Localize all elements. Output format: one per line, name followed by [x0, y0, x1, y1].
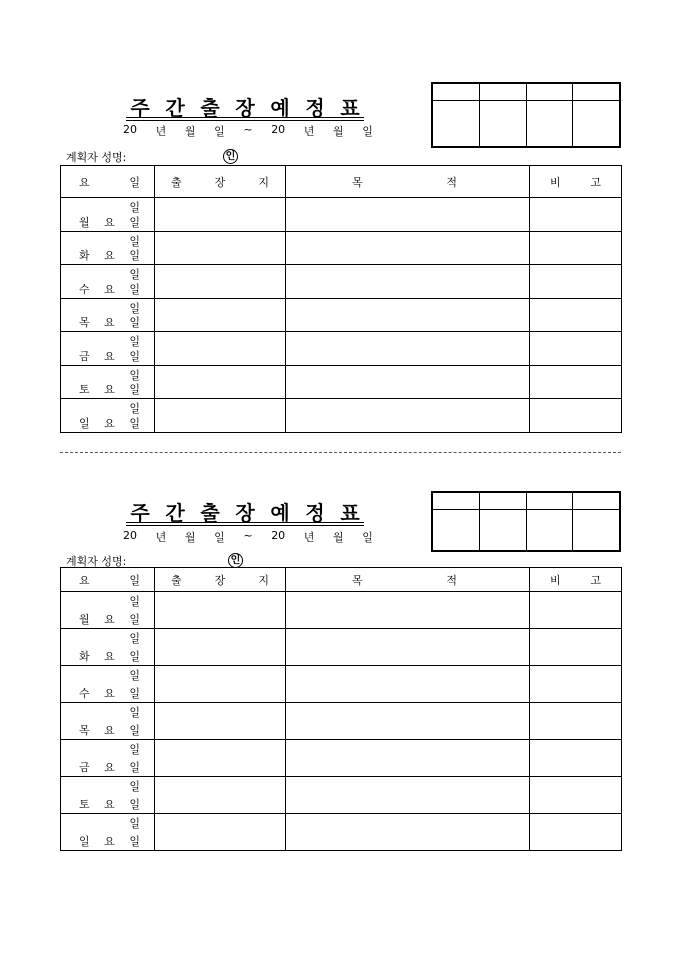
- day-char: 요: [104, 383, 115, 396]
- schedule-table: [60, 567, 622, 851]
- purpose-cell[interactable]: [286, 298, 530, 332]
- day-suffix: 일: [129, 595, 140, 608]
- day-cell: [61, 365, 155, 399]
- purpose-cell[interactable]: [286, 231, 530, 265]
- approval-cell[interactable]: [526, 510, 573, 551]
- day-suffix: 일: [129, 335, 140, 348]
- header-text: 적: [446, 573, 457, 587]
- day-char: 토: [79, 383, 90, 396]
- date-text: 월: [333, 531, 344, 544]
- day-char: 요: [104, 416, 115, 430]
- day-char: 요: [104, 215, 115, 229]
- approval-cell[interactable]: [433, 510, 480, 551]
- day-char: 요: [104, 316, 115, 329]
- purpose-cell[interactable]: [286, 198, 530, 232]
- date-text: 20: [123, 529, 137, 542]
- day-char: 일: [129, 416, 140, 430]
- day-suffix: 일: [129, 743, 140, 756]
- day-suffix: 일: [129, 201, 140, 214]
- day-char: 일: [129, 724, 140, 737]
- purpose-cell[interactable]: [286, 740, 530, 777]
- title-char: 예: [270, 96, 290, 120]
- day-cell: [61, 332, 155, 366]
- remarks-cell[interactable]: [530, 265, 622, 299]
- header-text: 지: [258, 175, 269, 189]
- header-text: 출: [171, 175, 182, 189]
- remarks-cell[interactable]: [530, 666, 622, 703]
- day-cell: [61, 629, 155, 666]
- title-underline: [126, 117, 364, 121]
- day-suffix: 일: [129, 402, 140, 415]
- date-text: 일: [362, 531, 373, 544]
- day-char: 요: [104, 650, 115, 663]
- day-cell: [61, 399, 155, 433]
- approval-cell[interactable]: [433, 84, 480, 101]
- day-cell: [61, 298, 155, 332]
- day-suffix: 일: [129, 780, 140, 793]
- day-suffix: 일: [129, 669, 140, 682]
- day-char: 일: [129, 798, 140, 811]
- header-text: 비: [550, 175, 561, 189]
- day-char: 요: [104, 798, 115, 811]
- date-text: ~: [243, 123, 253, 136]
- title-char: 장: [235, 96, 255, 120]
- title-char: 주: [130, 96, 150, 120]
- header-text: 일: [129, 573, 140, 587]
- day-cell: [61, 198, 155, 232]
- remarks-cell[interactable]: [530, 332, 622, 366]
- destination-cell[interactable]: [155, 777, 286, 814]
- title-char: 예: [270, 501, 290, 525]
- approval-cell[interactable]: [573, 510, 620, 551]
- date-text: 20: [271, 123, 286, 136]
- day-cell: [61, 814, 155, 851]
- header-text: 요: [79, 573, 90, 587]
- day-char: 요: [104, 761, 115, 774]
- day-char: 목: [79, 724, 90, 737]
- planner-label: 계획자 성명:: [66, 151, 127, 164]
- header-text: 고: [590, 573, 601, 587]
- day-char: 일: [129, 282, 140, 296]
- approval-cell[interactable]: [526, 84, 573, 101]
- date-text: 년: [303, 531, 315, 544]
- header-destination: [155, 166, 286, 198]
- purpose-cell[interactable]: [286, 814, 530, 851]
- destination-cell[interactable]: [155, 592, 286, 629]
- date-text: ~: [243, 529, 253, 542]
- purpose-cell[interactable]: [286, 666, 530, 703]
- header-text: 비: [550, 573, 561, 587]
- day-suffix: 일: [129, 268, 140, 281]
- day-char: 월: [79, 613, 90, 626]
- approval-cell[interactable]: [573, 101, 620, 147]
- day-char: 화: [79, 650, 90, 663]
- remarks-cell[interactable]: [530, 629, 622, 666]
- approval-cell[interactable]: [479, 101, 526, 147]
- approval-box: [431, 82, 621, 148]
- header-text: 출: [171, 573, 182, 587]
- purpose-cell[interactable]: [286, 592, 530, 629]
- header-text: 요: [79, 175, 90, 189]
- date-text: 월: [184, 531, 196, 544]
- day-cell: [61, 740, 155, 777]
- destination-cell[interactable]: [155, 703, 286, 740]
- date-text: 일: [214, 531, 225, 544]
- destination-cell[interactable]: [155, 399, 286, 433]
- title-char: 정: [305, 96, 325, 120]
- day-suffix: 일: [129, 706, 140, 719]
- destination-cell[interactable]: [155, 365, 286, 399]
- destination-cell[interactable]: [155, 629, 286, 666]
- day-cell: [61, 231, 155, 265]
- date-text: 월: [333, 125, 344, 138]
- day-suffix: 일: [129, 817, 140, 830]
- title-char: 출: [200, 501, 220, 525]
- approval-cell[interactable]: [526, 101, 573, 147]
- day-char: 수: [79, 687, 90, 700]
- approval-cell[interactable]: [573, 84, 620, 101]
- day-suffix: 일: [129, 368, 140, 382]
- purpose-cell[interactable]: [286, 777, 530, 814]
- day-char: 요: [104, 282, 115, 296]
- title-char: 간: [165, 501, 185, 525]
- header-text: 장: [214, 175, 226, 189]
- title-char: 표: [340, 501, 360, 525]
- day-char: 일: [79, 835, 90, 848]
- title-char: 간: [165, 96, 185, 120]
- day-char: 토: [79, 798, 90, 811]
- seal-icon: 인: [228, 553, 243, 568]
- remarks-cell[interactable]: [530, 592, 622, 629]
- approval-cell[interactable]: [479, 510, 526, 551]
- header-text: 고: [590, 175, 601, 189]
- destination-cell[interactable]: [155, 814, 286, 851]
- day-char: 금: [79, 349, 90, 363]
- schedule-table: [60, 165, 622, 433]
- title-char: 출: [200, 96, 220, 120]
- purpose-cell[interactable]: [286, 332, 530, 366]
- header-text: 목: [352, 175, 363, 189]
- day-char: 요: [104, 249, 115, 262]
- header-purpose: [286, 166, 530, 198]
- day-char: 일: [129, 835, 140, 848]
- day-char: 목: [79, 316, 90, 329]
- approval-cell[interactable]: [526, 493, 573, 510]
- day-suffix: 일: [129, 632, 140, 645]
- planner-label: 계획자 성명:: [66, 555, 127, 568]
- remarks-cell[interactable]: [530, 198, 622, 232]
- day-char: 월: [79, 215, 90, 229]
- purpose-cell[interactable]: [286, 265, 530, 299]
- remarks-cell[interactable]: [530, 777, 622, 814]
- day-char: 금: [79, 761, 90, 774]
- title-char: 정: [305, 501, 325, 525]
- destination-cell[interactable]: [155, 332, 286, 366]
- day-char: 일: [129, 613, 140, 626]
- remarks-cell[interactable]: [530, 231, 622, 265]
- header-text: 일: [129, 175, 140, 189]
- remarks-cell[interactable]: [530, 814, 622, 851]
- day-char: 일: [129, 761, 140, 774]
- day-char: 일: [129, 650, 140, 663]
- approval-cell[interactable]: [573, 493, 620, 510]
- day-char: 요: [104, 724, 115, 737]
- date-text: 년: [155, 125, 167, 138]
- approval-cell[interactable]: [479, 84, 526, 101]
- destination-cell[interactable]: [155, 231, 286, 265]
- date-text: 월: [184, 125, 196, 138]
- day-char: 일: [129, 249, 140, 262]
- date-text: 일: [362, 125, 373, 138]
- title-underline: [126, 522, 364, 526]
- date-text: 년: [303, 125, 315, 138]
- day-cell: [61, 777, 155, 814]
- day-cell: [61, 666, 155, 703]
- remarks-cell[interactable]: [530, 365, 622, 399]
- approval-box: [431, 491, 621, 552]
- date-text: 년: [155, 531, 167, 544]
- day-char: 요: [104, 687, 115, 700]
- header-text: 목: [352, 573, 363, 587]
- header-remarks: [530, 166, 622, 198]
- day-char: 일: [129, 383, 140, 396]
- day-char: 요: [104, 613, 115, 626]
- day-char: 요: [104, 835, 115, 848]
- day-cell: [61, 265, 155, 299]
- destination-cell[interactable]: [155, 298, 286, 332]
- remarks-cell[interactable]: [530, 740, 622, 777]
- day-suffix: 일: [129, 234, 140, 248]
- day-cell: [61, 703, 155, 740]
- header-destination: [155, 568, 286, 592]
- header-purpose: [286, 568, 530, 592]
- destination-cell[interactable]: [155, 265, 286, 299]
- day-char: 화: [79, 249, 90, 262]
- date-text: 20: [271, 529, 286, 542]
- header-day: [61, 166, 155, 198]
- day-char: 일: [129, 349, 140, 363]
- approval-cell[interactable]: [433, 493, 480, 510]
- day-char: 일: [129, 316, 140, 329]
- purpose-cell[interactable]: [286, 399, 530, 433]
- seal-icon: 인: [223, 149, 238, 164]
- remarks-cell[interactable]: [530, 703, 622, 740]
- day-cell: [61, 592, 155, 629]
- day-char: 일: [129, 215, 140, 229]
- purpose-cell[interactable]: [286, 703, 530, 740]
- purpose-cell[interactable]: [286, 629, 530, 666]
- day-suffix: 일: [129, 301, 140, 315]
- title-char: 표: [340, 96, 360, 120]
- purpose-cell[interactable]: [286, 365, 530, 399]
- header-text: 지: [258, 573, 269, 587]
- date-range-line: [123, 529, 373, 545]
- day-char: 수: [79, 282, 90, 296]
- title-char: 주: [130, 501, 150, 525]
- remarks-cell[interactable]: [530, 399, 622, 433]
- remarks-cell[interactable]: [530, 298, 622, 332]
- date-text: 20: [123, 123, 137, 136]
- destination-cell[interactable]: [155, 666, 286, 703]
- destination-cell[interactable]: [155, 740, 286, 777]
- day-char: 요: [104, 349, 115, 363]
- header-text: 적: [446, 175, 457, 189]
- header-remarks: [530, 568, 622, 592]
- approval-cell[interactable]: [479, 493, 526, 510]
- approval-cell[interactable]: [433, 101, 480, 147]
- cut-line: [60, 452, 621, 453]
- title-char: 장: [235, 501, 255, 525]
- header-day: [61, 568, 155, 592]
- date-range-line: [123, 123, 373, 139]
- day-char: 일: [79, 416, 90, 430]
- destination-cell[interactable]: [155, 198, 286, 232]
- day-char: 일: [129, 687, 140, 700]
- header-text: 장: [214, 573, 226, 587]
- date-text: 일: [214, 125, 225, 138]
